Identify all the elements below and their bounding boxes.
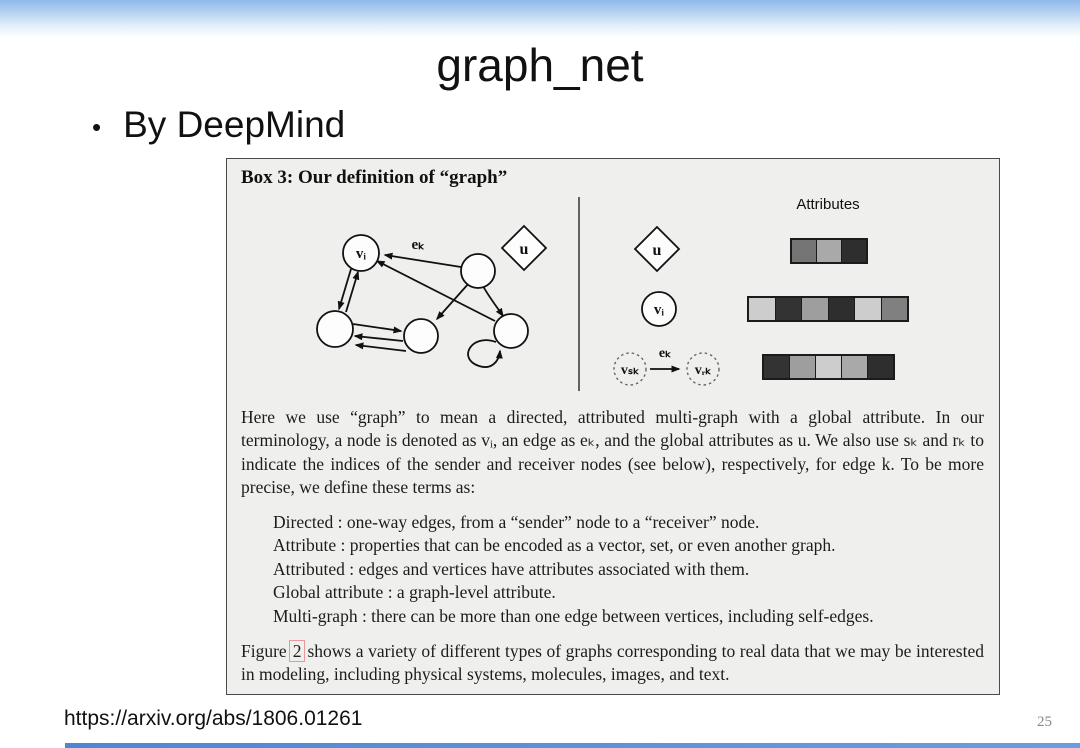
edge-attribute-bar — [762, 354, 895, 380]
node-vi-label: vᵢ — [355, 246, 367, 262]
page-number: 25 — [1037, 714, 1052, 730]
bottom-accent-bar — [65, 743, 1080, 748]
attributes-heading: Attributes — [796, 196, 860, 213]
node-plain-1 — [461, 254, 495, 288]
legend-sender-label: vₛₖ — [620, 363, 640, 378]
attribute-cell — [841, 356, 867, 378]
attribute-cell — [815, 356, 841, 378]
attribute-cell — [775, 298, 802, 320]
node-plain-2 — [317, 311, 353, 347]
arxiv-url-link[interactable]: https://arxiv.org/abs/1806.01261 — [64, 707, 363, 730]
global-u-label: u — [519, 241, 529, 258]
box-intro-paragraph: Here we use “graph” to mean a directed, attributed multi-graph with a global attribute. In our terminology, a node is denoted as vᵢ, an edge as eₖ, and the global attributes as u. We also use sₖ and rₖ to indicate the indices of the sender and receiver nodes (see below), respectively, for edge k. To be more precise, we define these terms as: — [241, 407, 984, 498]
attribute-cell — [841, 240, 866, 262]
figure-reference-paragraph — [241, 640, 984, 687]
attribute-cell — [749, 298, 775, 320]
definition-line: Multi-graph : there can be more than one edge between vertices, including self-edges. — [273, 605, 874, 626]
definitions-list — [273, 511, 984, 628]
definition-line: Global attribute : a graph-level attribute. — [273, 582, 556, 603]
box-heading: Box 3: Our definition of “graph” — [241, 167, 508, 188]
attribute-cell — [789, 356, 815, 378]
attribute-cell — [828, 298, 855, 320]
figure-ref-pre: Figure — [241, 641, 287, 661]
legend-global-label: u — [652, 242, 662, 259]
bullet-text: By DeepMind — [123, 104, 346, 145]
edge-ek-label: eₖ — [411, 237, 425, 253]
top-accent-bar — [0, 0, 1080, 38]
legend-node-label: vᵢ — [653, 302, 665, 318]
figure-ref-post: shows a variety of different types of graphs corresponding to real data that we may be interested in modeling, including physical systems, molecules, images, and text. — [241, 641, 984, 685]
bullet-icon: • — [92, 112, 102, 142]
legend-edge-label: eₖ — [658, 346, 672, 361]
page-title: graph_net — [436, 39, 644, 91]
definition-line: Attributed : edges and vertices have attributes associated with them. — [273, 558, 750, 579]
definition-line: Attribute : properties that can be encoded as a vector, set, or even another graph. — [273, 535, 836, 556]
global-attribute-bar — [790, 238, 868, 264]
figure-2-link[interactable]: 2 — [289, 640, 306, 662]
node-plain-3 — [404, 319, 438, 353]
attribute-cell — [854, 298, 881, 320]
legend-receiver-label: vᵣₖ — [694, 363, 712, 378]
node-plain-4 — [494, 314, 528, 348]
attribute-cell — [867, 356, 893, 378]
bullet-item — [92, 104, 345, 146]
paper-figure-box — [226, 158, 1000, 695]
attribute-cell — [764, 356, 789, 378]
definition-line: Directed : one-way edges, from a “sender” node to a “receiver” node. — [273, 512, 760, 532]
attribute-cell — [801, 298, 828, 320]
attribute-cell — [816, 240, 841, 262]
attribute-cell — [792, 240, 816, 262]
node-attribute-bar — [747, 296, 909, 322]
attribute-cell — [881, 298, 908, 320]
